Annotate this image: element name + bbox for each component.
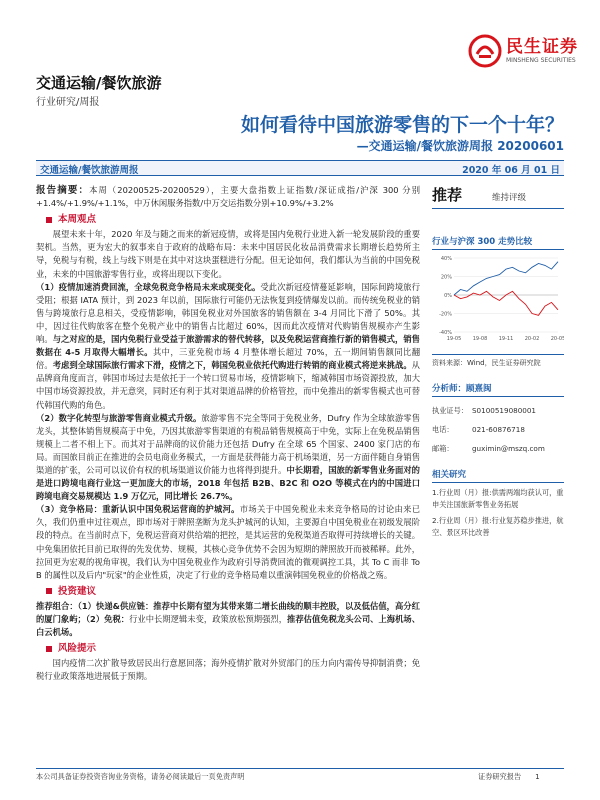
contact-row [432,424,564,435]
advice-lead2: 推荐估值免税龙头公司、上海机场、白云机场。 [36,614,420,638]
y-tick-label: -20% [439,311,452,318]
p1-lead3: 考虑到全球国际旅行需求下滑，疫情之下，韩国免税业依托代购进行转销的商业模式将逆来挑战。 [52,360,412,371]
related-item[interactable]: 1.行业周（月）报:供需两端均获认可，重申关注国旅新零售业务拓展 [432,488,564,509]
bullet-icon [46,217,52,223]
paragraph-2 [36,412,420,504]
y-tick-label: 40% [440,256,452,262]
p1-lead2: 与之对应的是，国内免税行业受益于旅游需求的替代转移，以及免税运营商推行新的销售模式，销售数据在 4-5 月取得大幅增长。 [36,334,420,358]
paragraph-1 [36,281,420,412]
page-title: 如何看待中国旅游零售的下一个十年？ [240,114,564,136]
p1-text-c: 从品牌商角度而言，韩国市场过去是依托于一个转口贸易市场，疫情影响下，缩减韩国市场资源投放，加大中国市场资源投放，并无意突，同时还有利于其对渠道品牌的价格管控，而中免推出的新零售模式也可替代韩国代购的角色。 [36,360,420,410]
contact-key: 电话： [432,425,454,434]
p3-text: 市场关于中国免税业未来竞争格局的讨论由来已久，我们仍重申过往观点，即市场对于牌照垄断为龙头护城河的认知，主要源自中国免税业在初级发展阶段的特点。在当前时点下，免税运营商对供给端的把控，是其运营的免税渠道否取得可持续增长的关键。中免集团依托目前已取得的先发优势、规模，其核心竞争优势不会因为短期的牌照放开而被稀释。此外，拉回更为宏观的视角审视，我们认为中国免税业作为政府引导消费回流的微观调控工具，其 To C 而非 To B 的属性以及后内"玩家"的企业性质，决定了行业的竞争格局难以重演韩国免税业的价格战之殇。 [36,504,420,580]
main-column [36,184,420,683]
section-risk-title: 风险提示 [58,643,97,655]
rating-label: 推荐 [432,186,463,204]
series-line-行业 [454,262,558,295]
footer-divider [36,768,564,769]
bullet-icon [46,588,52,594]
contact-value: 021-60876718 [472,425,525,434]
y-tick-label: 0% [444,293,452,299]
x-tick-label: 20-05 [550,336,564,342]
x-tick-label: 19-11 [498,336,514,342]
section-focus-title: 本周观点 [58,214,97,226]
p1-text-b: 其中，三亚免税市场 4 月整体增长超过 70%，五一期间销售额同比翻倍。 [36,347,420,371]
contact-row [432,443,564,454]
industry-label: 交通运输/餐饮旅游 [36,74,162,92]
footer-disclaimer: 本公司具备证券投资咨询业务资格，请务必阅读最后一页免责声明 [36,772,245,781]
banner-left: 交通运输/餐饮旅游周报 [40,165,139,176]
logo [468,34,578,68]
abstract [36,184,420,210]
p1-text: 受此次新冠疫情蔓延影响，国际间跨境旅行受阻；根据 IATA 预计，到 2023 年以前，国际旅行可能仍无法恢复到疫情爆发以前。而传统免税业的销售与跨境旅行息息相关，受疫情影响，韩国免税业对外国旅客的销售额在 3-4 月同比下滑了 50%。其中，因过往代购旅客在整个免税产业中的销售占比超过 60%，因而此次疫情对代购销售规模亦产生影响。 [36,281,420,345]
y-tick-label: -40% [439,330,452,336]
p2-lead: （2）数字化转型与旅游零售商业模式升级。 [36,412,202,423]
p3-lead: （3）竞争格局：重新认识中国免税运营商的护城河。 [36,504,240,515]
y-tick-label: 20% [440,274,452,281]
page-number: 1 [535,772,540,781]
section-advice [36,585,420,598]
chart-source: 资料来源：Wind，民生证券研究院 [432,354,564,368]
sidebar [432,184,564,539]
x-tick-label: 20-02 [524,336,540,342]
p2-text: 旅游零售不完全等同于免税业务，Dufry 作为全球旅游零售龙头，其整体销售规模高于中免，乃因其旅游零售渠道的有税品销售规模高于中免，实际上在免税品销售规模上二者不相上下。而其对于品牌商的议价能力还包括 Dufry 在全球 65 个国家、2400 家门店的布局。而国旅目前正在推进的会员电商业务模式，一方面是获得能力高于机场渠道，另一方面伴随自身销售渠道的扩张，公司可以议价有权的机场渠道议价能力也将得到提升。 [36,412,421,475]
banner [36,160,564,176]
trend-chart [432,252,564,344]
related-item[interactable]: 2.行业周（月）报:行业复苏稳步推进，航空、景区环比改善 [432,516,564,537]
x-tick-label: 19-05 [446,336,462,342]
section-advice-title: 投资建议 [58,585,97,597]
bullet-icon [46,646,52,652]
logo-mark-icon [468,34,502,68]
section-risk [36,642,420,655]
section-focus [36,213,420,226]
footer-brand [478,772,540,782]
report-date: 2020 年 06 月 01 日 [462,165,560,176]
rating-box [432,184,564,209]
x-tick-label: 19-08 [472,336,488,342]
paragraph-advice [36,600,420,639]
advice-text: 行业中长期逻辑未变，政策放松预期强烈， [129,614,288,624]
page-subtitle: —交通运输/餐饮旅游周报 20200601 [356,139,564,153]
contact-value: S0100519080001 [472,406,537,415]
footer-brand-text: 证券研究报告 [478,772,522,781]
abstract-label: 报告摘要： [36,185,90,196]
chart-wrap [432,252,564,344]
paragraph-3 [36,503,420,582]
contact-key: 执业证号： [432,406,468,415]
rating-desc: 维持评级 [492,193,527,203]
email-link[interactable]: guximin@mszq.com [472,444,545,453]
paragraph-risk: 国内疫情二次扩散导致居民出行意愿回落；海外疫情扩散对外贸部门的压力向内需传导抑制消费；免税行业政策落地进展低于预期。 [36,658,420,682]
report-type: 行业研究/周报 [36,97,100,108]
logo-cn: 民生证券 [506,36,578,57]
chart-title: 行业与沪深 300 走势比较 [432,235,564,250]
advice-lead: 推荐组合：（1）快递&供应链：推荐中长期有望为其带来第二增长曲线的顺丰控股，以及低估值，高分红的厦门象屿；（2）免税： [36,600,420,624]
logo-en: MINSHENG SECURITIES [506,56,576,64]
contact-key: 邮箱： [432,444,454,453]
related-title: 相关研究 [432,468,564,483]
p2-lead2: 中长期看，国旅的新零售业务面对的是进口跨境电商行业这一更加庞大的市场，2018 年包括 B2B、B2C 和 O2O 等模式在内的中国进口跨境电商交易规模达 1.9 万亿元，同比增长 26.7%。 [36,464,420,502]
p1-lead: （1）疫情加速消费回流，全球免税竞争格局未来或现变化。 [36,281,261,292]
contact-row [432,405,564,416]
abstract-text: 本周（20200525-20200529），主要大盘指数上证指数/深证成指/沪深 300 分别+1.4%/+1.9%/+1.1%，中万休闲服务指数/中万交运指数分别+10.9%/+3.2% [36,185,420,209]
paragraph-intro: 展望未来十年，2020 年及与随之而来的新冠疫情，或将是国内免税行业进入新一轮发展阶段的重要契机。当然，更为宏大的叙事来自于政府的战略布局：未来中国居民化妆品消费需求长期增长趋势所主导，免税与有税，线上与线下则是在其中对这块蛋糕进行分配。但无论如何，我们都认为当前的中国免税业，未来的中国旅游零售行业，或将出现以下变化。 [36,229,420,279]
analyst-title: 分析师：顾熹闽 [432,382,564,397]
